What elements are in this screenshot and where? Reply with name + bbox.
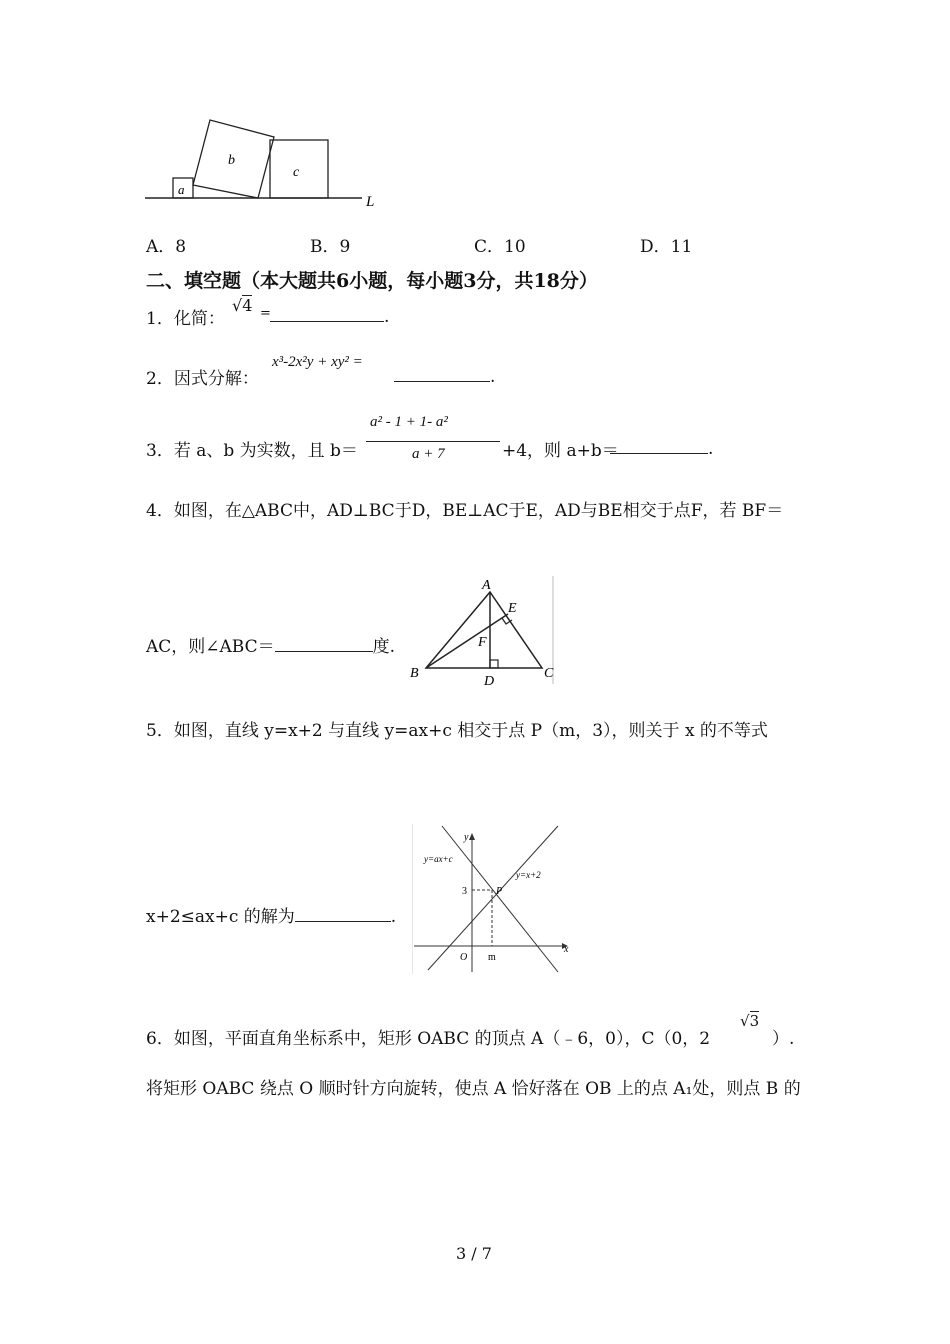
q6-root: 3 — [749, 1012, 760, 1030]
label-origin: O — [460, 952, 468, 963]
q2-prefix: 2．因式分解： — [146, 369, 259, 389]
section-heading: 二、填空题（本大题共6小题，每小题3分，共18分） — [146, 270, 598, 292]
label-y: y — [464, 832, 469, 843]
label-A: A — [482, 578, 491, 593]
option-a: A．8 — [146, 237, 187, 257]
q6-line1-prefix: 6．如图，平面直角坐标系中，矩形 OABC 的顶点 A（﹣6，0），C（0，2 — [146, 1029, 711, 1049]
page-number: 3 / 7 — [456, 1244, 492, 1263]
q4-line2-prefix: AC，则∠ABC＝ — [146, 637, 275, 657]
label-F: F — [478, 635, 487, 650]
label-line-x-2: y=x+2 — [516, 870, 541, 880]
q3-suffix: +4，则 a+b＝ — [502, 441, 619, 461]
squares-figure — [140, 110, 390, 215]
q4-line1: 4．如图，在△ABC中，AD⊥BC于D，BE⊥AC于E，AD与BE相交于点F，若 BF＝ — [146, 501, 784, 521]
q2-expr: x³-2x²y + xy² = — [272, 354, 363, 370]
q6-sqrt — [740, 1012, 759, 1030]
q1-end: . — [384, 307, 390, 327]
q2-answer-blank[interactable] — [394, 364, 495, 387]
label-a: a — [178, 182, 185, 197]
option-c: C．10 — [474, 237, 526, 257]
right-angle-d — [490, 660, 498, 668]
label-D: D — [484, 674, 495, 688]
sqrt-symbol-icon: √ — [740, 1012, 750, 1030]
triangle-figure — [404, 576, 558, 688]
q4-line2 — [146, 632, 395, 657]
q1-prefix: 1．化简： — [146, 309, 225, 329]
label-C: C — [544, 666, 554, 681]
q5-line2-prefix: x+2≤ax+c 的解为 — [146, 907, 295, 927]
label-x: x — [564, 944, 569, 955]
q3-end: . — [708, 439, 714, 459]
label-P: P — [496, 886, 503, 897]
q5-line1: 5．如图，直线 y=x+2 与直线 y=ax+c 相交于点 P（m，3），则关于 x 的不等式 — [146, 721, 768, 741]
label-m: m — [488, 952, 496, 963]
q5-answer-blank[interactable] — [295, 904, 391, 922]
q1-answer-blank[interactable] — [270, 304, 389, 327]
q2-end: . — [490, 367, 496, 387]
sqrt-symbol-icon: √ — [232, 296, 243, 315]
line-y-ax-c — [442, 826, 558, 972]
label-c: c — [293, 165, 300, 180]
q6-line2: 将矩形 OABC 绕点 O 顺时针方向旋转，使点 A 恰好落在 OB 上的点 A₁处，则点 B 的 — [146, 1079, 801, 1099]
q1-sqrt — [232, 296, 252, 315]
label-B: B — [410, 666, 419, 681]
line-y-x-2 — [428, 826, 558, 970]
label-b: b — [228, 153, 235, 168]
q5-line2 — [146, 902, 396, 927]
q3-denominator: a + 7 — [412, 446, 445, 462]
q4-answer-blank[interactable] — [275, 634, 373, 652]
q3-fraction-bar — [366, 441, 500, 442]
q5-line2-suffix: . — [390, 907, 397, 927]
q3-answer-blank[interactable] — [610, 436, 713, 459]
label-L: L — [366, 194, 375, 210]
label-E: E — [508, 601, 517, 616]
q3-numerator: a² - 1 + 1- a² — [370, 414, 448, 430]
q4-line2-suffix: 度. — [372, 637, 396, 657]
label-line-ax-c: y=ax+c — [424, 854, 453, 864]
q1-expr: 4 — [242, 296, 253, 315]
option-d: D．11 — [640, 237, 693, 257]
q3-prefix: 3．若 a、b 为实数，且 b＝ — [146, 441, 358, 461]
q6-line1 — [146, 1024, 710, 1049]
lines-graph-figure — [412, 824, 576, 974]
y-axis-arrow-icon — [469, 833, 475, 840]
q6-line1-suffix: ）. — [772, 1029, 795, 1049]
q1-line — [146, 304, 225, 329]
option-b: B．9 — [310, 237, 351, 257]
q1-eq: = — [260, 306, 271, 321]
label-3: 3 — [462, 886, 467, 897]
